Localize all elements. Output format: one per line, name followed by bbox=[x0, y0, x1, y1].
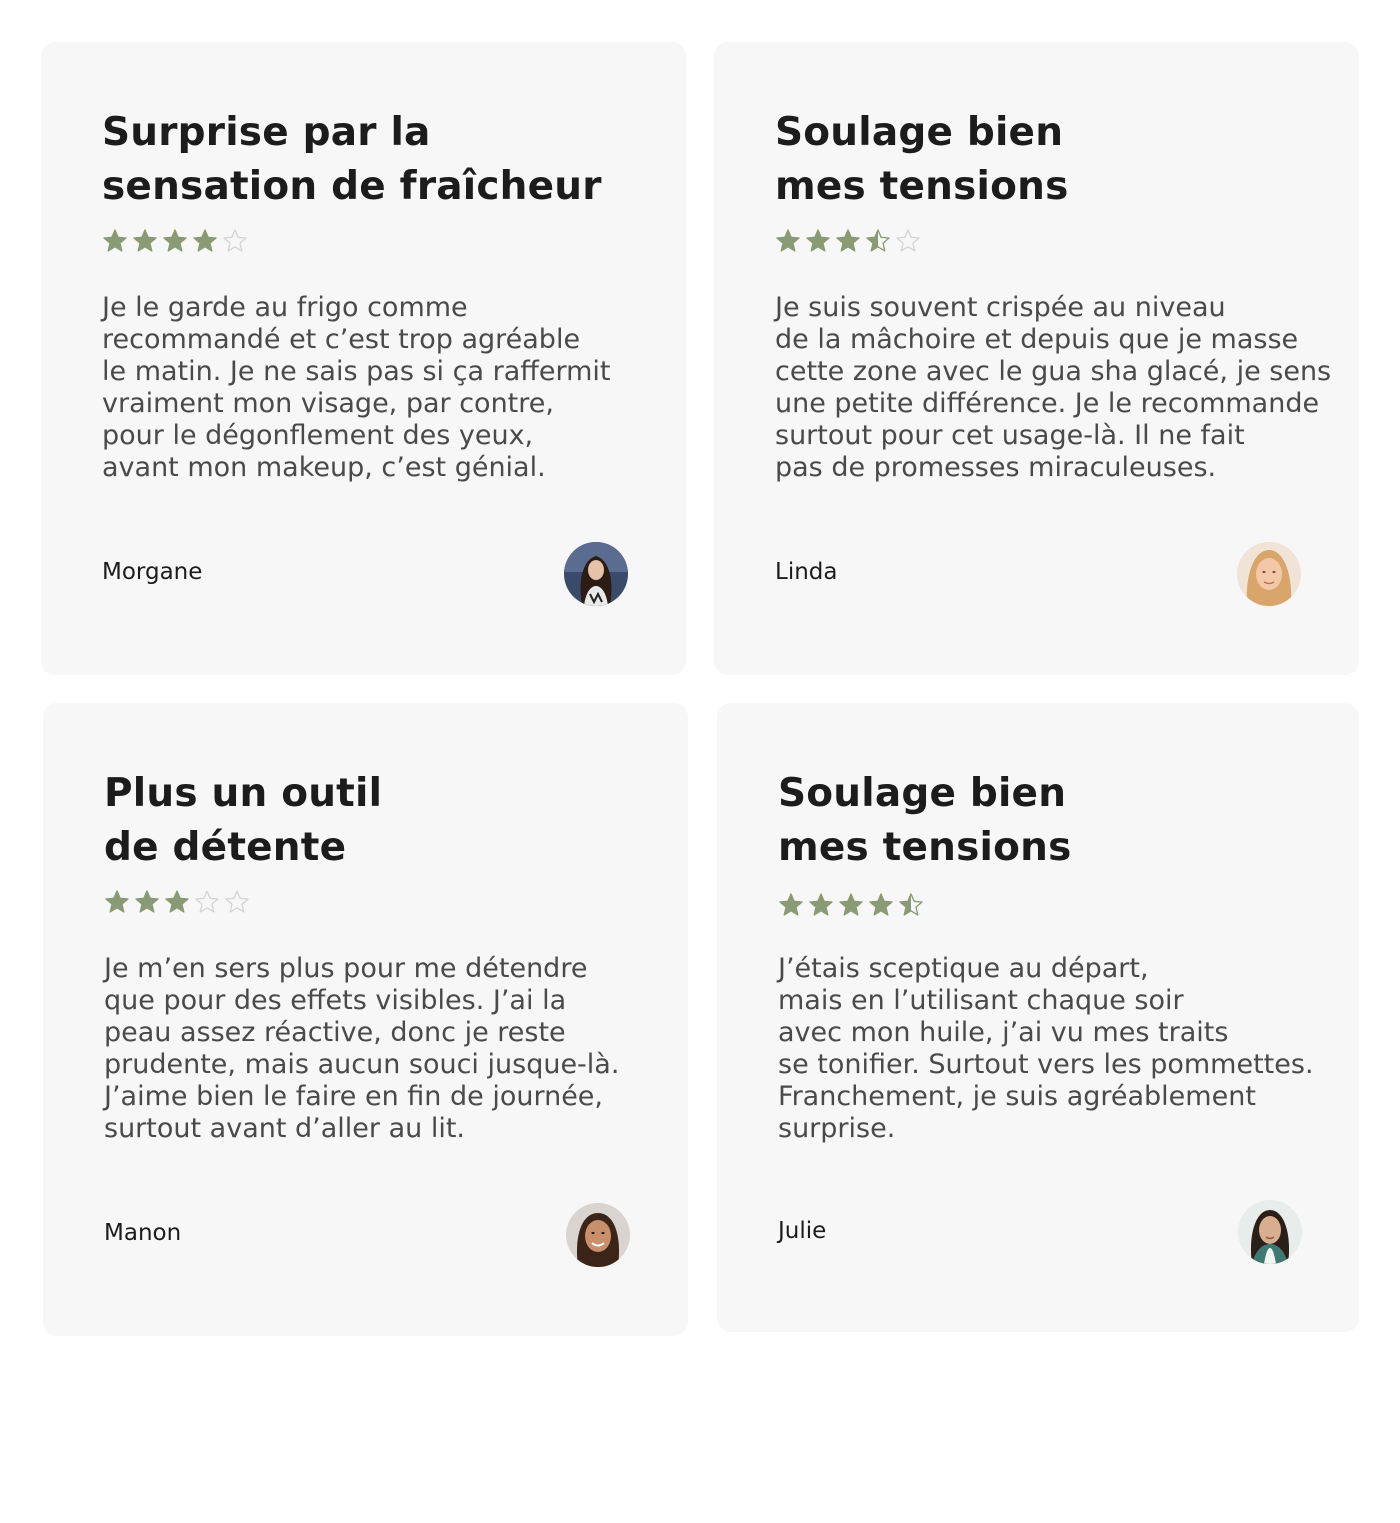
review-title: Plus un outil de détente bbox=[104, 771, 383, 870]
star-filled-icon bbox=[134, 889, 160, 915]
star-half-icon bbox=[898, 892, 924, 918]
star-filled-icon bbox=[775, 228, 801, 254]
review-author: Linda bbox=[775, 559, 838, 585]
review-card bbox=[717, 703, 1359, 1332]
star-filled-icon bbox=[102, 228, 128, 254]
star-filled-icon bbox=[162, 228, 188, 254]
star-filled-icon bbox=[778, 892, 804, 918]
review-card bbox=[43, 703, 688, 1336]
star-filled-icon bbox=[835, 228, 861, 254]
review-text: Je suis souvent crispée au niveau de la mâchoire et depuis que je masse cette zone avec le gua sha glacé, je sens une petite différence. Je le recommande surtout pour cet usage-là. Il ne fait pas de promesses miraculeuses. bbox=[775, 292, 1332, 483]
star-filled-icon bbox=[104, 889, 130, 915]
star-empty-icon bbox=[224, 889, 250, 915]
star-filled-icon bbox=[132, 228, 158, 254]
review-text: J’étais sceptique au départ, mais en l’utilisant chaque soir avec mon huile, j’ai vu mes traits se tonifier. Surtout vers les pommettes. Franchement, je suis agréablement surprise. bbox=[778, 953, 1314, 1144]
star-filled-icon bbox=[164, 889, 190, 915]
avatar-manon-icon bbox=[566, 1203, 630, 1267]
review-card bbox=[41, 42, 686, 675]
avatar-julie-icon bbox=[1238, 1200, 1302, 1264]
star-filled-icon bbox=[192, 228, 218, 254]
review-author: Morgane bbox=[102, 559, 203, 585]
star-filled-icon bbox=[868, 892, 894, 918]
star-empty-icon bbox=[895, 228, 921, 254]
review-title: Surprise par la sensation de fraîcheur bbox=[102, 110, 602, 209]
avatar bbox=[566, 1203, 630, 1267]
avatar bbox=[564, 542, 628, 606]
star-rating bbox=[104, 889, 250, 915]
star-filled-icon bbox=[805, 228, 831, 254]
avatar bbox=[1238, 1200, 1302, 1264]
review-card bbox=[714, 42, 1359, 675]
review-author: Julie bbox=[778, 1218, 827, 1244]
review-author: Manon bbox=[104, 1220, 182, 1246]
star-empty-icon bbox=[194, 889, 220, 915]
star-half-icon bbox=[865, 228, 891, 254]
avatar bbox=[1237, 542, 1301, 606]
star-rating bbox=[778, 892, 924, 918]
star-rating bbox=[775, 228, 921, 254]
star-rating bbox=[102, 228, 248, 254]
avatar-morgane-icon bbox=[564, 542, 628, 606]
review-text: Je le garde au frigo comme recommandé et c’est trop agréable le matin. Je ne sais pas si ça raffermit vraiment mon visage, par contre, pour le dégonflement des yeux, avant mon makeup, c’est génial. bbox=[102, 292, 611, 483]
review-title: Soulage bien mes tensions bbox=[778, 771, 1072, 870]
review-text: Je m’en sers plus pour me détendre que pour des effets visibles. J’ai la peau assez réactive, donc je reste prudente, mais aucun souci jusque-là. J’aime bien le faire en fin de journée, surtout avant d’aller au lit. bbox=[104, 953, 620, 1144]
star-filled-icon bbox=[808, 892, 834, 918]
avatar-linda-icon bbox=[1237, 542, 1301, 606]
review-title: Soulage bien mes tensions bbox=[775, 110, 1069, 209]
star-empty-icon bbox=[222, 228, 248, 254]
star-filled-icon bbox=[838, 892, 864, 918]
